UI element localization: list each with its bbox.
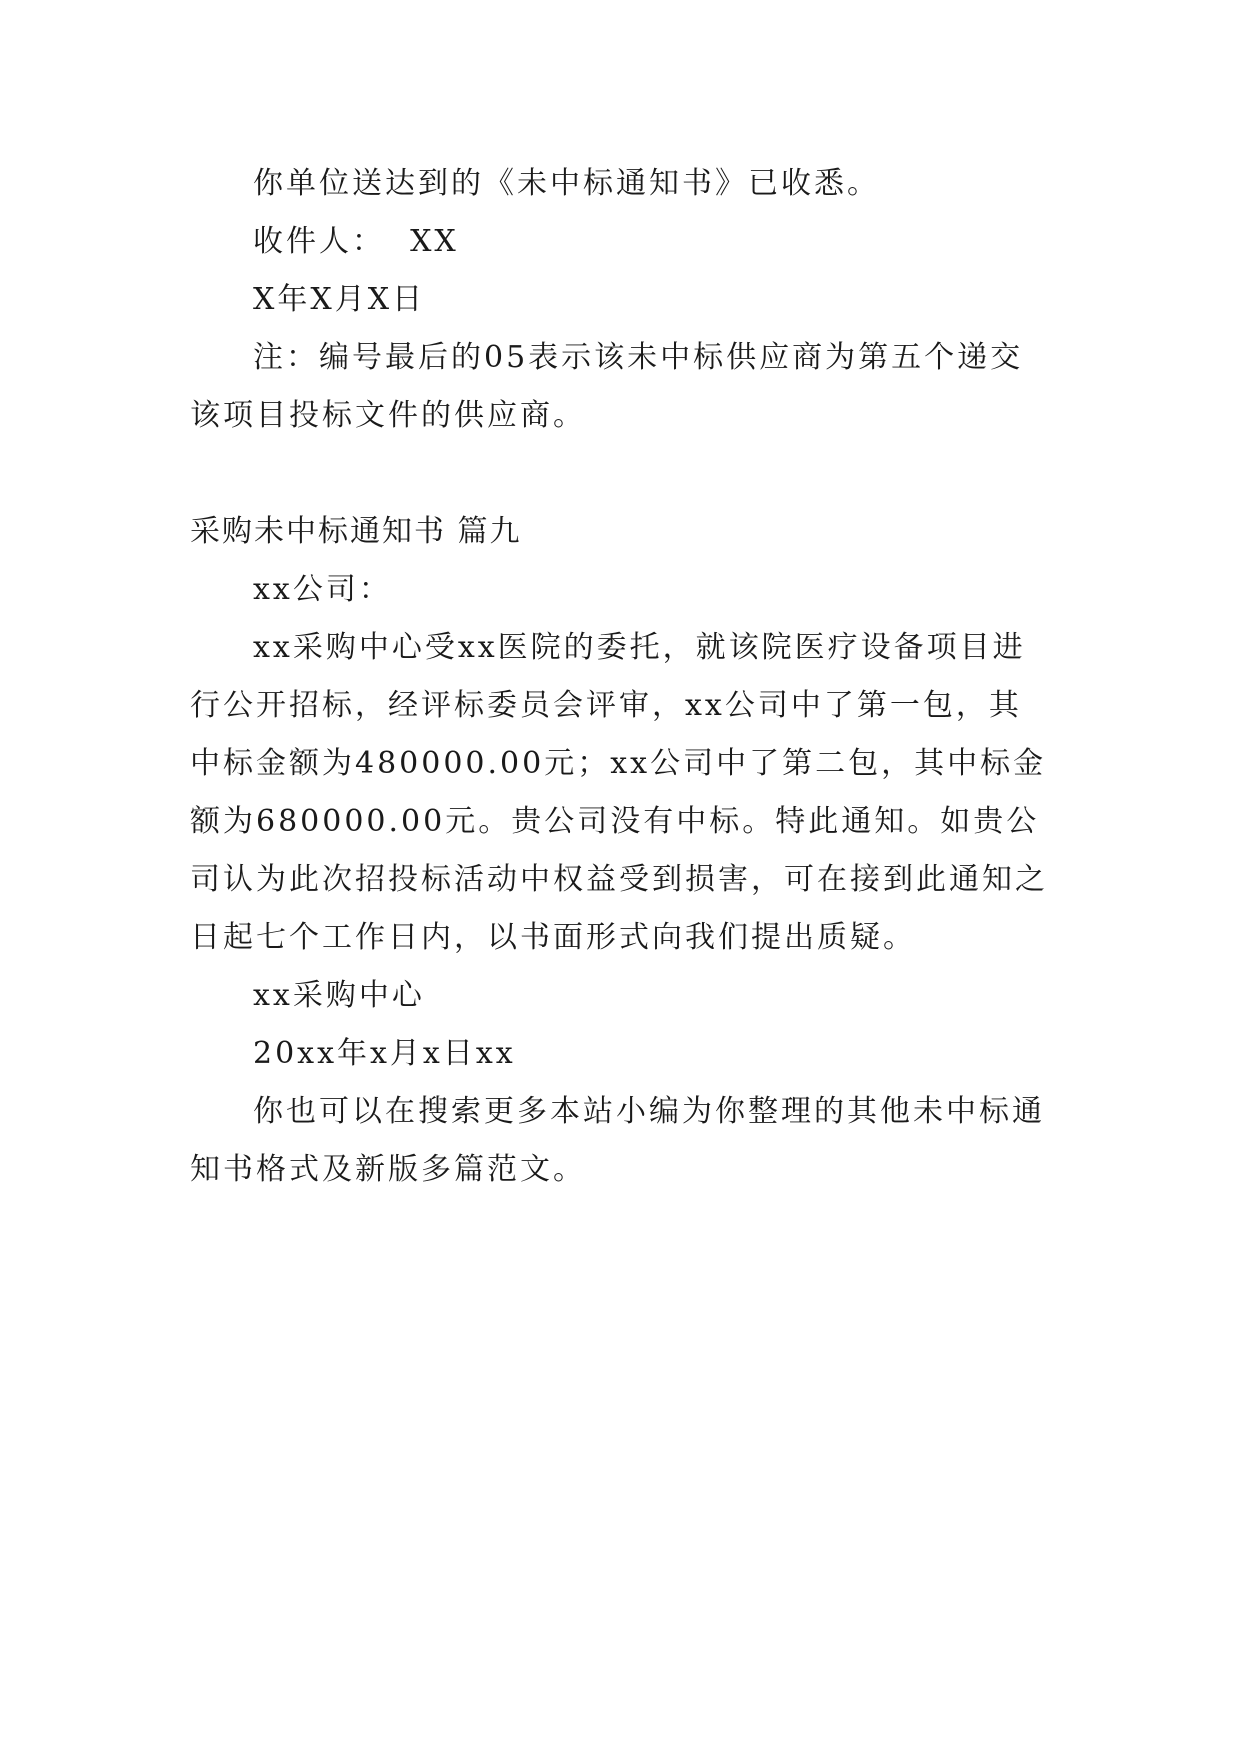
notice-date: 20xx年x月x日xx <box>253 1036 516 1071</box>
salutation: xx公司： <box>253 572 392 607</box>
section-title: 采购未中标通知书 篇九 <box>190 514 522 549</box>
signature: xx采购中心 <box>253 978 425 1013</box>
notice-body: xx采购中心受xx医院的委托，就该院医疗设备项目进行公开招标，经评标委员会评审，xx公司中了第一包，其中标金额为480000.00元；xx公司中了第二包，其中标金额为680000.00元。贵公司没有中标。特此通知。如贵公司认为此次招投标活动中权益受到损害，可在接到此通知之日起七个工作日内，以书面形式向我们提出质疑。 <box>190 630 1048 955</box>
numbering-note: 注：编号最后的05表示该未中标供应商为第五个递交该项目投标文件的供应商。 <box>190 340 1024 433</box>
closing-remark: 你也可以在搜索更多本站小编为你整理的其他未中标通知书格式及新版多篇范文。 <box>190 1094 1045 1187</box>
receipt-acknowledgement: 你单位送达到的《未中标通知书》已收悉。 <box>253 166 880 201</box>
recipient-line: 收件人： XX <box>253 224 459 259</box>
receipt-date: X年X月X日 <box>253 282 426 317</box>
